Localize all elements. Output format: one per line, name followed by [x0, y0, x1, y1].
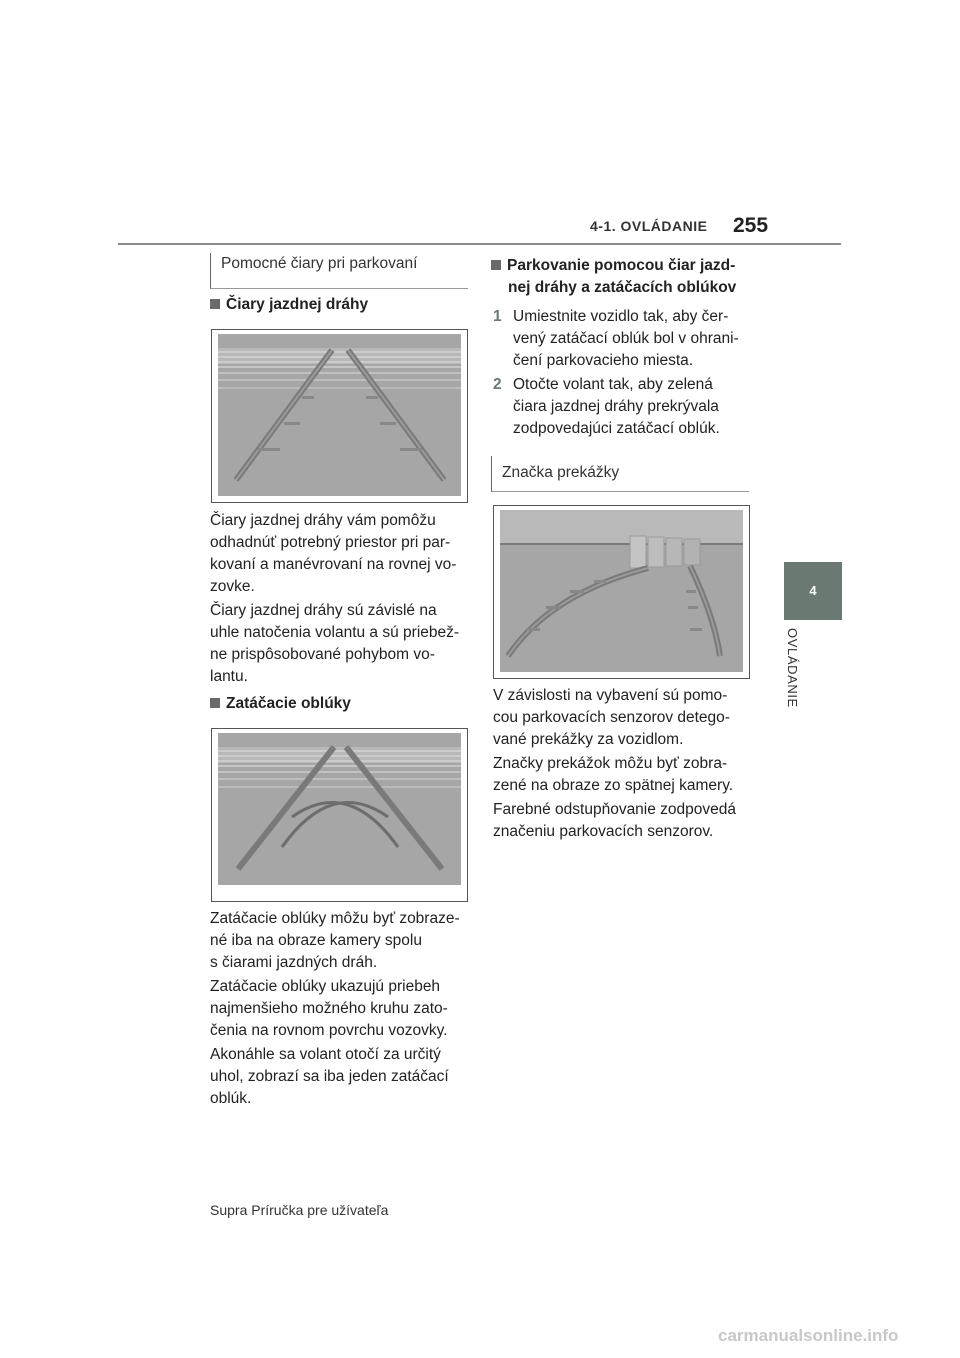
text-line: čiara jazdnej dráhy prekrývala: [513, 398, 719, 415]
text-line: Čiary jazdnej dráhy vám pomôžu: [210, 512, 436, 529]
box-heading-obstacle-marker: Značka prekážky: [491, 456, 749, 492]
subheading-line-text: Parkovanie pomocou čiar jazd-: [507, 257, 736, 274]
text-line: najmenšieho možného kruhu zato-: [210, 1000, 448, 1017]
figure-obstacle-marker: [493, 505, 750, 679]
text-line: Zatáčacie oblúky ukazujú priebeh: [210, 978, 441, 995]
square-bullet-icon: [491, 260, 501, 270]
page-number: 255: [733, 214, 769, 237]
text-line: Otočte volant tak, aby zelená: [513, 376, 713, 393]
subheading-lane-lines: [210, 296, 368, 314]
text-line: zovke.: [210, 578, 255, 595]
text-line: vený zatáčací oblúk bol v ohrani-: [513, 330, 739, 347]
text-line: kovaní a manévrovaní na rovnej vo-: [210, 556, 457, 573]
subheading-line: nej dráhy a zatáčacích oblúkov: [508, 279, 737, 296]
text-line: zodpovedajúci zatáčací oblúk.: [513, 420, 720, 437]
header-rule: [118, 243, 841, 245]
text-line: V závislosti na vybavení sú pomo-: [493, 687, 728, 704]
header-section-title: 4-1. OVLÁDANIE: [590, 218, 708, 234]
text-line: oblúk.: [210, 1090, 252, 1107]
step-2: [493, 374, 755, 440]
paragraph-obstacle-3: [493, 799, 736, 843]
text-line: Značky prekážok môžu byť zobra-: [493, 755, 728, 772]
step-1: [493, 306, 755, 372]
figure-lane-lines: [211, 329, 468, 503]
step-number: 1: [493, 308, 502, 325]
paragraph-obstacle-2: [493, 753, 733, 797]
text-line: Akonáhle sa volant otočí za určitý: [210, 1046, 441, 1063]
watermark: carmanualsonline.info: [718, 1326, 899, 1345]
subheading-lane-lines-text: Čiary jazdnej dráhy: [226, 296, 369, 313]
text-line: značeniu parkovacích senzorov.: [493, 823, 714, 840]
paragraph-lane-lines-1: [210, 510, 456, 598]
subheading-turning-arcs: [210, 695, 351, 713]
chapter-label-text: OVLÁDANIE: [785, 628, 800, 708]
paragraph-turning-arcs-2: [210, 976, 448, 1042]
square-bullet-icon: [210, 299, 220, 309]
text-line: odhadnúť potrebný priestor pri par-: [210, 534, 451, 551]
text-line: lantu.: [210, 668, 248, 685]
text-line: Umiestnite vozidlo tak, aby čer-: [513, 308, 729, 325]
chapter-tab: 4: [784, 562, 842, 620]
footer-manual-title: Supra Príručka pre užívateľa: [210, 1202, 389, 1218]
text-line: čení parkovacieho miesta.: [513, 352, 694, 369]
text-line: čenia na rovnom povrchu vozovky.: [210, 1022, 448, 1039]
obstacle-marker-image: [494, 506, 749, 678]
text-line: s čiarami jazdných dráh.: [210, 954, 378, 971]
text-line: Čiary jazdnej dráhy sú závislé na: [210, 602, 437, 619]
square-bullet-icon: [210, 698, 220, 708]
turning-arcs-image: [212, 729, 467, 901]
text-line: uhle natočenia volantu a sú priebež-: [210, 624, 460, 641]
subheading-turning-arcs-text: Zatáčacie oblúky: [226, 695, 351, 712]
chapter-label: [784, 628, 804, 748]
paragraph-obstacle-1: [493, 685, 730, 751]
paragraph-turning-arcs-1: [210, 908, 460, 974]
paragraph-lane-lines-2: [210, 600, 459, 688]
text-line: Farebné odstupňovanie zodpovedá: [493, 801, 737, 818]
box-heading-parking-lines: Pomocné čiary pri parkovaní: [210, 253, 468, 289]
text-line: cou parkovacích senzorov detego-: [493, 709, 730, 726]
text-line: vané prekážky za vozidlom.: [493, 731, 684, 748]
figure-turning-arcs: [211, 728, 468, 902]
paragraph-turning-arcs-3: [210, 1044, 449, 1110]
step-number: 2: [493, 376, 502, 393]
subheading-parking-with-lines: [491, 255, 736, 299]
lane-lines-image: [212, 330, 467, 502]
text-line: zené na obraze zo spätnej kamery.: [493, 777, 734, 794]
text-line: uhol, zobrazí sa iba jeden zatáčací: [210, 1068, 449, 1085]
text-line: Zatáčacie oblúky môžu byť zobraze-: [210, 910, 460, 927]
text-line: ne prispôsobované pohybom vo-: [210, 646, 435, 663]
subheading-line: [491, 255, 736, 277]
text-line: né iba na obraze kamery spolu: [210, 932, 422, 949]
